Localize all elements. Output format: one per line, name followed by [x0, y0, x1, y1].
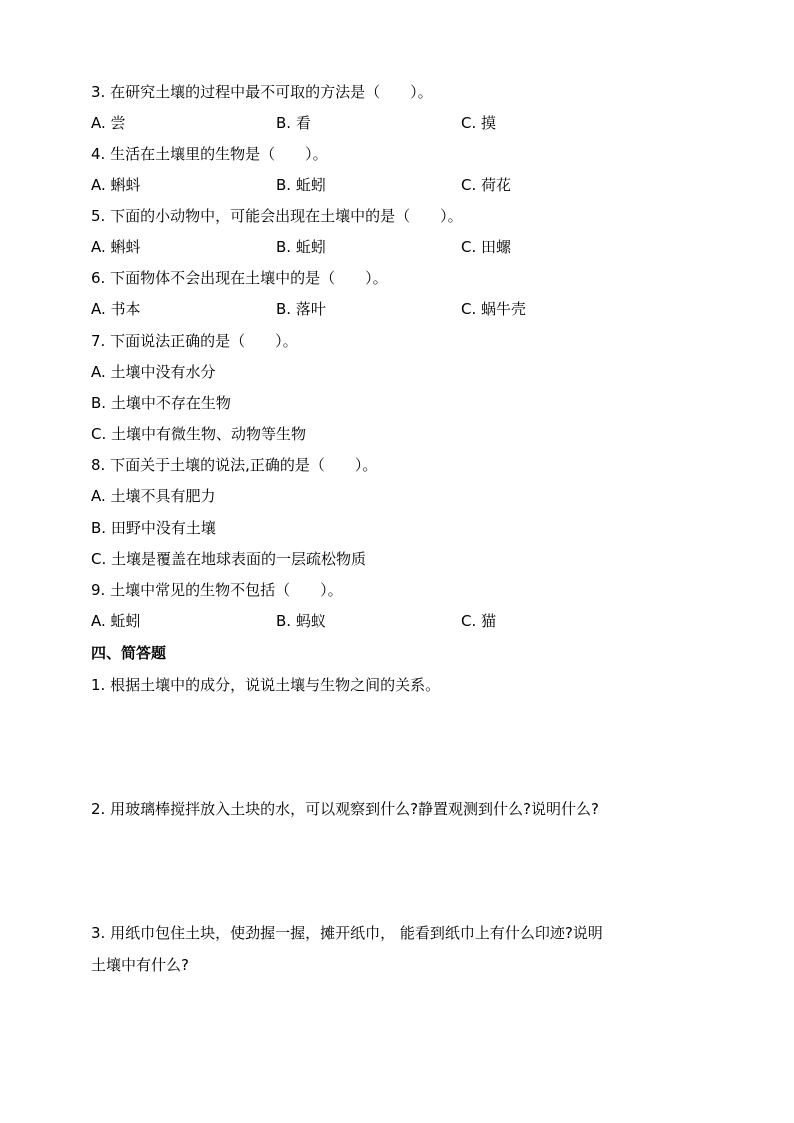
question-9-option-c: C. 猫: [461, 612, 497, 630]
question-4-option-c: C. 荷花: [461, 176, 512, 194]
question-8-option-c: C. 土壤是覆盖在地球表面的一层疏松物质: [91, 550, 367, 568]
question-4-option-a: A. 蝌蚪: [91, 176, 141, 194]
question-3-text: 3. 在研究土壤的过程中最不可取的方法是（ ）。: [91, 83, 433, 101]
question-6-option-b: B. 落叶: [276, 300, 326, 318]
section-heading-short-answer: 四、简答题: [91, 644, 167, 662]
question-3-option-c: C. 摸: [461, 114, 497, 132]
short-answer-question-2: 2. 用玻璃棒搅拌放入土块的水，可以观察到什么?静置观测到什么?说明什么?: [91, 800, 599, 818]
question-9-text: 9. 土壤中常见的生物不包括（ ）。: [91, 581, 343, 599]
question-7-option-b: B. 土壤中不存在生物: [91, 394, 231, 412]
question-8-option-a: A. 土壤不具有肥力: [91, 487, 216, 505]
question-5-option-c: C. 田螺: [461, 238, 512, 256]
question-3-option-b: B. 看: [276, 114, 311, 132]
question-9-option-a: A. 蚯蚓: [91, 612, 141, 630]
question-7-text: 7. 下面说法正确的是（ ）。: [91, 332, 298, 350]
question-9-option-b: B. 蚂蚁: [276, 612, 326, 630]
short-answer-question-3-line-1: 3. 用纸巾包住土块，使劲握一握，摊开纸巾， 能看到纸巾上有什么印迹?说明: [91, 924, 603, 942]
question-8-text: 8. 下面关于土壤的说法,正确的是（ ）。: [91, 456, 378, 474]
question-3-option-a: A. 尝: [91, 114, 126, 132]
question-5-text: 5. 下面的小动物中，可能会出现在土壤中的是（ ）。: [91, 207, 463, 225]
question-6-option-a: A. 书本: [91, 300, 141, 318]
short-answer-question-1: 1. 根据土壤中的成分，说说土壤与生物之间的关系。: [91, 676, 441, 694]
question-6-text: 6. 下面物体不会出现在土壤中的是（ ）。: [91, 269, 388, 287]
question-8-option-b: B. 田野中没有土壤: [91, 519, 216, 537]
question-5-option-a: A. 蝌蚪: [91, 238, 141, 256]
question-6-option-c: C. 蜗牛壳: [461, 300, 527, 318]
question-7-option-a: A. 土壤中没有水分: [91, 363, 216, 381]
question-4-option-b: B. 蚯蚓: [276, 176, 326, 194]
question-4-text: 4. 生活在土壤里的生物是（ ）。: [91, 145, 328, 163]
question-5-option-b: B. 蚯蚓: [276, 238, 326, 256]
question-7-option-c: C. 土壤中有微生物、动物等生物: [91, 425, 307, 443]
short-answer-question-3-line-2: 土壤中有什么?: [91, 956, 189, 974]
